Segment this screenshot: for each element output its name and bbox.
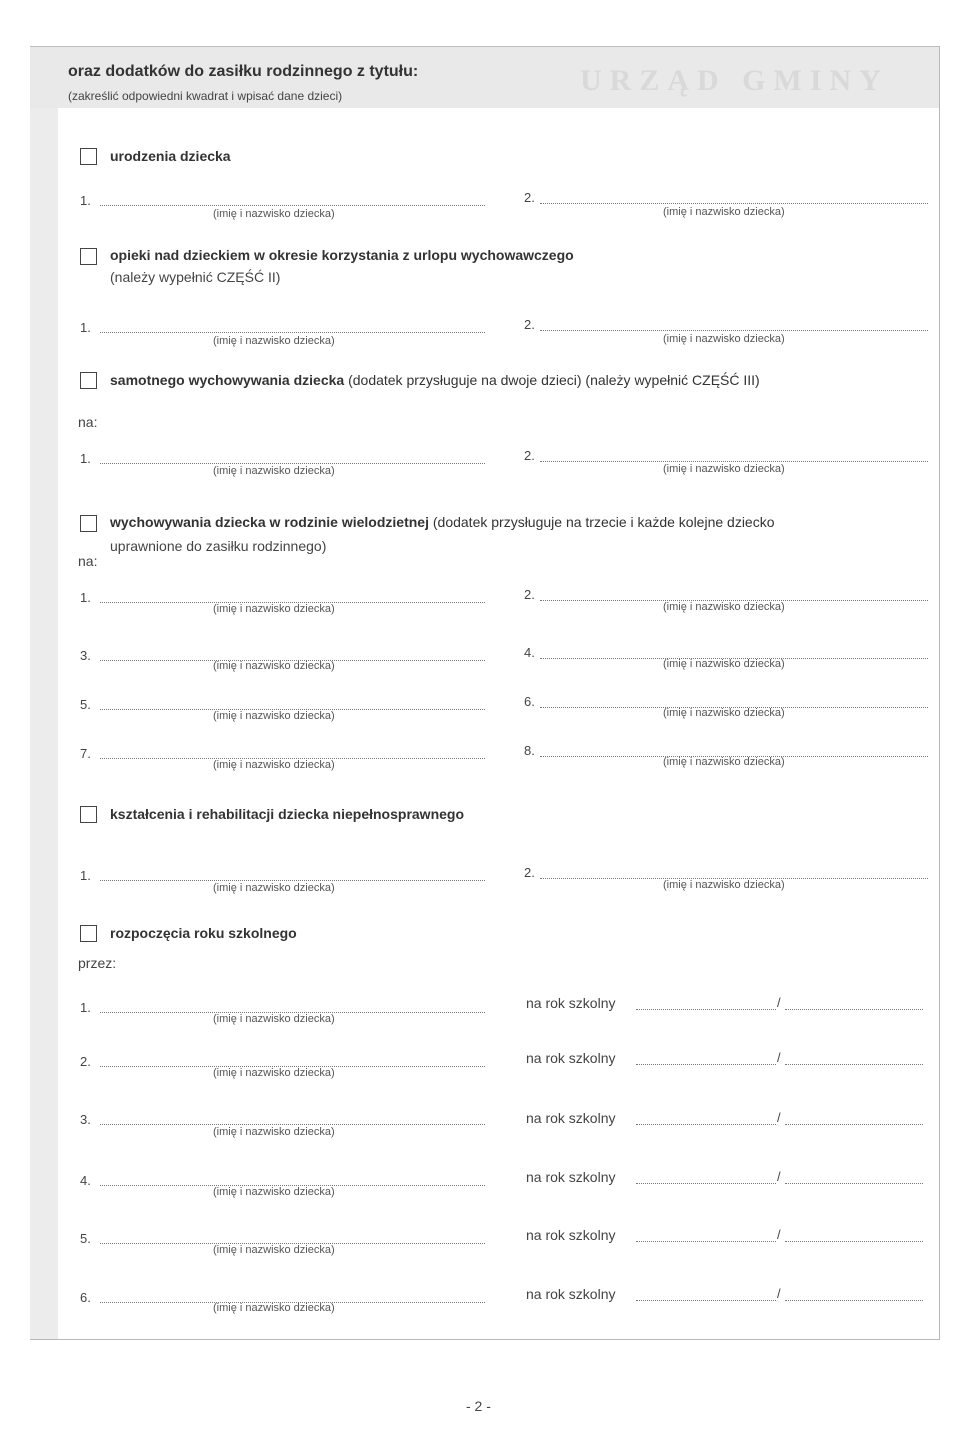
section-title-school-year: rozpoczęcia roku szkolnego <box>110 925 297 941</box>
child-name-field[interactable] <box>100 1124 485 1125</box>
year-slash: / <box>777 1286 781 1301</box>
field-caption: (imię i nazwisko dziecka) <box>213 1186 335 1198</box>
entry-number: 1. <box>80 451 91 466</box>
entry-number: 5. <box>80 697 91 712</box>
school-year-start-field[interactable] <box>636 1183 776 1184</box>
entry-number: 2. <box>524 190 535 205</box>
entry-number: 4. <box>80 1173 91 1188</box>
school-year-end-field[interactable] <box>785 1064 923 1065</box>
school-year-start-field[interactable] <box>636 1124 776 1125</box>
field-caption: (imię i nazwisko dziecka) <box>213 1244 335 1256</box>
field-caption: (imię i nazwisko dziecka) <box>663 756 785 768</box>
year-slash: / <box>777 1227 781 1242</box>
school-year-label: na rok szkolny <box>526 995 616 1011</box>
section-title-birth: urodzenia dziecka <box>110 148 231 164</box>
entry-number: 1. <box>80 320 91 335</box>
entry-number: 3. <box>80 648 91 663</box>
year-slash: / <box>777 1050 781 1065</box>
school-year-end-field[interactable] <box>785 1241 923 1242</box>
field-caption: (imię i nazwisko dziecka) <box>663 879 785 891</box>
przez-label: przez: <box>78 955 117 971</box>
entry-number: 4. <box>524 645 535 660</box>
field-caption: (imię i nazwisko dziecka) <box>213 208 335 220</box>
page-number: - 2 - <box>466 1398 491 1414</box>
school-year-end-field[interactable] <box>785 1300 923 1301</box>
section-title-large-family: wychowywania dziecka w rodzinie wielodzietnej (dodatek przysługuje na trzecie i każde kolejne dziecko <box>110 514 775 530</box>
entry-number: 2. <box>524 317 535 332</box>
child-name-field[interactable] <box>100 880 485 881</box>
entry-number: 1. <box>80 590 91 605</box>
field-caption: (imię i nazwisko dziecka) <box>213 1302 335 1314</box>
field-caption: (imię i nazwisko dziecka) <box>213 603 335 615</box>
entry-number: 1. <box>80 193 91 208</box>
entry-number: 3. <box>80 1112 91 1127</box>
field-caption: (imię i nazwisko dziecka) <box>663 658 785 670</box>
checkbox-single-parent[interactable] <box>80 372 97 389</box>
entry-number: 1. <box>80 1000 91 1015</box>
field-caption: (imię i nazwisko dziecka) <box>213 1067 335 1079</box>
school-year-start-field[interactable] <box>636 1300 776 1301</box>
field-caption: (imię i nazwisko dziecka) <box>213 335 335 347</box>
child-name-field[interactable] <box>540 461 928 462</box>
section-note-large-family-2: uprawnione do zasiłku rodzinnego) <box>110 538 327 554</box>
child-name-field[interactable] <box>540 203 928 204</box>
field-caption: (imię i nazwisko dziecka) <box>213 660 335 672</box>
school-year-end-field[interactable] <box>785 1183 923 1184</box>
section-title-education: kształcenia i rehabilitacji dziecka niepełnosprawnego <box>110 806 465 822</box>
faint-stamp: URZĄD GMINY <box>580 64 889 97</box>
field-caption: (imię i nazwisko dziecka) <box>663 463 785 475</box>
checkbox-education[interactable] <box>80 806 97 823</box>
section-note-care: (należy wypełnić CZĘŚĆ II) <box>110 269 281 285</box>
form-header-title: oraz dodatków do zasiłku rodzinnego z tytułu: <box>68 63 419 80</box>
year-slash: / <box>777 1110 781 1125</box>
school-year-start-field[interactable] <box>636 1241 776 1242</box>
checkbox-birth[interactable] <box>80 148 97 165</box>
checkbox-large-family[interactable] <box>80 515 97 532</box>
checkbox-school-year[interactable] <box>80 925 97 942</box>
field-caption: (imię i nazwisko dziecka) <box>213 1013 335 1025</box>
na-label: na: <box>78 553 98 569</box>
year-slash: / <box>777 1169 781 1184</box>
child-name-field[interactable] <box>100 463 485 464</box>
entry-number: 8. <box>524 743 535 758</box>
entry-number: 5. <box>80 1231 91 1246</box>
year-slash: / <box>777 995 781 1010</box>
field-caption: (imię i nazwisko dziecka) <box>213 1126 335 1138</box>
entry-number: 2. <box>80 1054 91 1069</box>
entry-number: 2. <box>524 587 535 602</box>
field-caption: (imię i nazwisko dziecka) <box>663 707 785 719</box>
entry-number: 1. <box>80 868 91 883</box>
field-caption: (imię i nazwisko dziecka) <box>663 333 785 345</box>
field-caption: (imię i nazwisko dziecka) <box>213 465 335 477</box>
na-label: na: <box>78 414 98 430</box>
section-note-large-family: (dodatek przysługuje na trzecie i każde kolejne dziecko <box>432 514 775 530</box>
child-name-field[interactable] <box>540 330 928 331</box>
school-year-end-field[interactable] <box>785 1009 923 1010</box>
section-title-care: opieki nad dzieckiem w okresie korzystania z urlopu wychowawczego <box>110 247 574 263</box>
entry-number: 6. <box>524 694 535 709</box>
child-name-field[interactable] <box>100 332 485 333</box>
school-year-label: na rok szkolny <box>526 1169 616 1185</box>
field-caption: (imię i nazwisko dziecka) <box>663 601 785 613</box>
section-note-single-parent: (dodatek przysługuje na dwoje dzieci) (należy wypełnić CZĘŚĆ III) <box>348 372 760 388</box>
checkbox-care[interactable] <box>80 248 97 265</box>
field-caption: (imię i nazwisko dziecka) <box>213 759 335 771</box>
entry-number: 7. <box>80 746 91 761</box>
entry-number: 2. <box>524 448 535 463</box>
form-frame <box>30 46 940 1340</box>
school-year-start-field[interactable] <box>636 1009 776 1010</box>
school-year-label: na rok szkolny <box>526 1227 616 1243</box>
entry-number: 6. <box>80 1290 91 1305</box>
school-year-start-field[interactable] <box>636 1064 776 1065</box>
school-year-end-field[interactable] <box>785 1124 923 1125</box>
field-caption: (imię i nazwisko dziecka) <box>213 882 335 894</box>
entry-number: 2. <box>524 865 535 880</box>
field-caption: (imię i nazwisko dziecka) <box>213 710 335 722</box>
field-caption: (imię i nazwisko dziecka) <box>663 206 785 218</box>
school-year-label: na rok szkolny <box>526 1110 616 1126</box>
section-title-single-parent: samotnego wychowywania dziecka (dodatek przysługuje na dwoje dzieci) (należy wypełnić CZĘŚĆ III) <box>110 372 760 388</box>
school-year-label: na rok szkolny <box>526 1050 616 1066</box>
school-year-label: na rok szkolny <box>526 1286 616 1302</box>
form-header-subtitle: (zakreślić odpowiedni kwadrat i wpisać dane dzieci) <box>68 89 343 103</box>
child-name-field[interactable] <box>100 205 485 206</box>
